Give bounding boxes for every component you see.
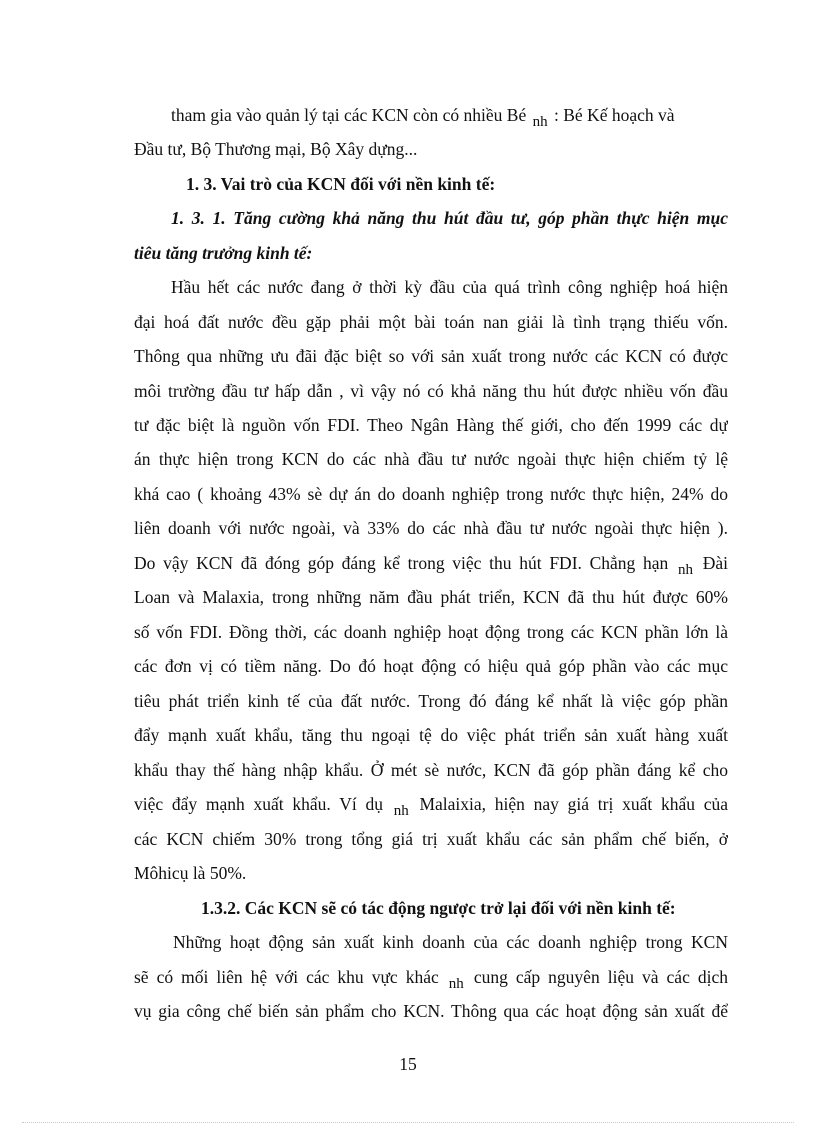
paragraph-line [134,379,728,403]
paragraph-line [134,827,728,851]
text-run: các đơn vị có tiềm năng. Do đó hoạt động có hiệu quả góp phần vào các mục [134,656,728,676]
paragraph-line [134,516,728,540]
paragraph-line [134,723,728,747]
text-run: các KCN chiếm 30% trong tổng giá trị xuất khẩu các sản phẩm chế biến, ở [134,829,728,849]
text-run: : Bé Kế hoạch và [549,105,675,125]
text-run: tham gia vào quản lý tại các KCN còn có nhiều Bé [171,105,531,125]
text-run: Đài [695,553,728,573]
text-run: tiêu phát triển kinh tế của đất nước. Trong đó đáng kể nhất là việc góp phần [134,691,728,711]
text-run: Thông qua những ưu đãi đặc biệt so với sản xuất trong nước các KCN có được [134,346,728,366]
text-run: Những hoạt động sản xuất kinh doanh của các doanh nghiệp trong KCN [173,932,728,952]
paragraph-line [171,275,728,299]
paragraph-line [134,792,728,816]
text-run: sẽ có mối liên hệ với các khu vực khác [134,967,447,987]
subscript-text: nh [448,976,464,989]
text-run: môi trường đầu tư hấp dẫn , vì vậy nó có khả năng thu hút được nhiều vốn đầu [134,381,728,401]
paragraph-line [134,965,728,989]
paragraph-line [171,103,728,130]
text-run: đẩy mạnh xuất khẩu, tăng thu ngoại tệ do việc phát triển sản xuất hàng xuất [134,725,728,745]
paragraph-line [134,137,728,161]
paragraph-line [134,310,728,334]
text-run: án thực hiện trong KCN do các nhà đầu tư nước ngoài thực hiện chiếm tỷ lệ [134,449,728,469]
text-run: việc đẩy mạnh xuất khẩu. Ví dụ [134,794,392,814]
text-run: khẩu thay thế hàng nhập khẩu. Ở mét sè nước, KCN đã góp phần đáng kể cho [134,760,728,780]
text-run: đại hoá đất nước đều gặp phải một bài toán nan giải là tình trạng thiếu vốn. [134,312,728,332]
text-run: cung cấp nguyên liệu và các dịch [465,967,728,987]
text-run: khá cao ( khoảng 43% sè dự án do doanh nghiệp trong nước thực hiện, 24% do [134,484,728,504]
paragraph-line [134,620,728,644]
text-run: Hầu hết các nước đang ở thời kỳ đầu của quá trình công nghiệp hoá hiện [171,277,728,297]
paragraph-line [134,585,728,609]
paragraph-line [134,551,728,575]
subsection-heading [171,206,728,230]
text-run: Malaixia, hiện nay giá trị xuất khẩu của [410,794,728,814]
subscript-text: nh [678,562,693,575]
paragraph-line [134,482,728,506]
text-run: số vốn FDI. Đồng thời, các doanh nghiệp hoạt động trong các KCN phần lớn là [134,622,728,642]
text-run: 1. 3. Vai trò của KCN đối với nền kinh tế: [186,174,496,194]
paragraph-line [173,930,728,954]
section-heading [201,896,795,920]
paragraph-line [134,654,728,678]
text-run: 1. 3. 1. Tăng cường khả năng thu hút đầu tư, góp phần thực hiện mục [171,208,728,228]
section-heading [186,172,780,196]
text-run: tư đặc biệt là nguồn vốn FDI. Theo Ngân Hàng thế giới, cho đến 1999 các dự [134,415,728,435]
subscript-text: nh [393,803,409,816]
text-run: Môhicụ là 50%. [134,863,247,883]
paragraph-line [134,689,728,713]
text-run: Loan và Malaxia, trong những năm đầu phát triển, KCN đã thu hút được 60% [134,587,728,607]
subscript-text: nh [532,114,548,130]
text-run: Đầu tư, Bộ Thương mại, Bộ Xây dựng... [134,139,418,159]
page-number: 15 [399,1054,417,1074]
paragraph-line [134,999,728,1023]
text-run: liên doanh với nước ngoài, và 33% do các nhà đầu tư nước ngoài thực hiện ). [134,518,728,538]
paragraph-line [134,413,728,437]
text-run: Do vậy KCN đã đóng góp đáng kể trong việc thu hút FDI. Chẳng hạn [134,553,676,573]
paragraph-line [134,344,728,368]
text-run: 1.3.2. Các KCN sẽ có tác động ngược trở lại đối với nền kinh tế: [201,898,676,918]
paragraph-line [134,861,728,885]
subsection-heading [134,241,728,265]
paragraph-line [134,447,728,471]
text-run: vụ gia công chế biến sản phẩm cho KCN. Thông qua các hoạt động sản xuất để [134,1001,728,1021]
text-run: tiêu tăng trưởng kinh tế: [134,243,313,263]
paragraph-line [134,758,728,782]
